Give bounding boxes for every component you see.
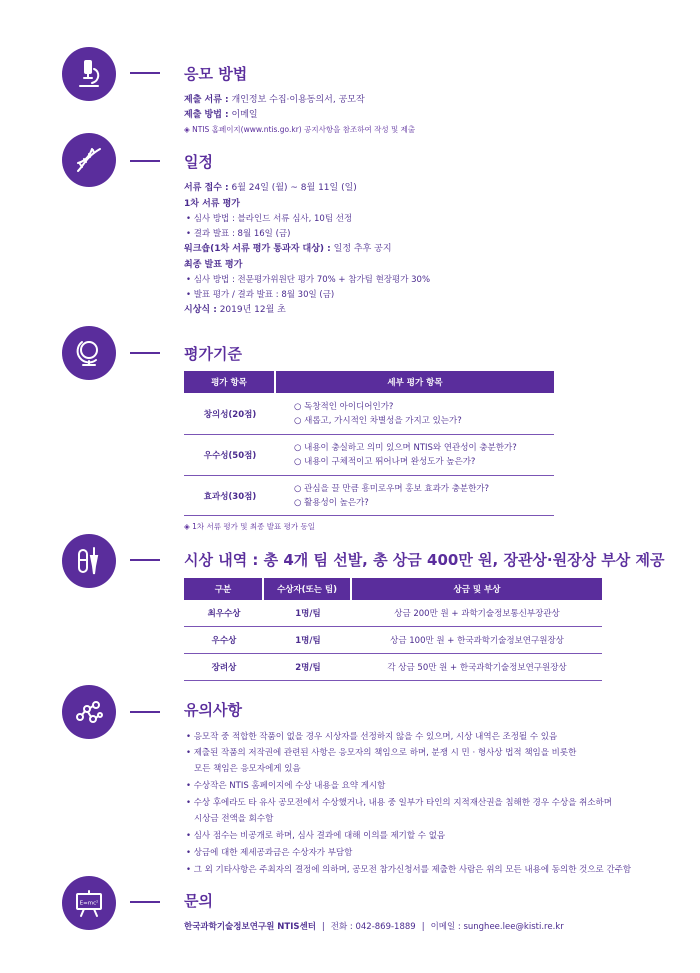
molecule-icon	[62, 685, 116, 739]
table-header: 수상자(또는 팀)	[264, 578, 352, 600]
method-line: 제출 방법 : 이메일	[184, 110, 258, 120]
criteria-table	[184, 371, 554, 516]
final-item: • 심사 방법 : 전문평가위원단 평가 70% + 참가팀 현장평가 30%	[184, 273, 624, 288]
divider-dash	[130, 160, 160, 162]
award-cell: 최우수상	[184, 600, 264, 627]
ceremony-line: 시상식 : 2019년 12월 초	[184, 305, 286, 315]
round1-item: • 결과 발표 : 8월 16일 (금)	[184, 227, 624, 242]
detail-cell: ○ 관심을 끌 만큼 흥미로우며 홍보 효과가 충분한가? ○ 활용성이 높은가?	[276, 476, 554, 516]
table-row	[184, 393, 554, 435]
receipt-line: 서류 접수 : 6월 24일 (월) ~ 8월 11일 (일)	[184, 183, 357, 193]
prize-cell: 각 상금 50만 원 + 한국과학기술정보연구원장상	[352, 654, 602, 681]
round1-title: 1차 서류 평가	[184, 199, 240, 209]
note: ◈ NTIS 홈페이지(www.ntis.go.kr) 공지사항을 참조하여 작성 및 제출	[184, 125, 416, 134]
divider-dash	[130, 711, 160, 713]
workshop-line: 워크숍(1차 서류 평가 통과자 대상) : 일정 추후 공지	[184, 244, 392, 254]
award-cell: 우수상	[184, 627, 264, 654]
prize-cell: 상금 200만 원 + 과학기술정보통신부장관상	[352, 600, 602, 627]
microscope-icon	[62, 47, 116, 101]
blackboard-icon	[62, 876, 116, 930]
contact-line: 한국과학기술정보연구원 NTIS센터 | 전화 : 042-869-1889 | 이메일 : sunghee.lee@kisti.re.kr	[184, 922, 564, 932]
section-title: 시상 내역 : 총 4개 팀 선발, 총 상금 400만 원, 장관상·원장상 부상 제공	[184, 551, 665, 569]
count-cell: 1명/팀	[264, 600, 352, 627]
divider-dash	[130, 72, 160, 74]
section-title: 응모 방법	[184, 65, 248, 83]
docs-line: 제출 서류 : 개인정보 수집·이용동의서, 공모작	[184, 95, 365, 105]
table-row	[184, 600, 602, 627]
category-cell: 우수성(50점)	[184, 435, 276, 476]
board-text: E=mc²	[79, 900, 99, 907]
test-tube-icon	[62, 534, 116, 588]
divider-dash	[130, 559, 160, 561]
note: ◈ 1차 서류 평가 및 최종 발표 평가 동일	[184, 522, 316, 531]
awards-table	[184, 578, 602, 681]
table-header: 상금 및 부상	[352, 578, 602, 600]
notice-item: • 수상작은 NTIS 홈페이지에 수상 내용을 요약 게시함	[184, 778, 654, 795]
award-cell: 장려상	[184, 654, 264, 681]
table-row	[184, 435, 554, 476]
dna-icon	[62, 133, 116, 187]
divider-dash	[130, 901, 160, 903]
table-row	[184, 476, 554, 516]
notice-item-continued: 시상금 전액을 회수함	[194, 814, 274, 824]
section-title: 평가기준	[184, 345, 242, 363]
category-cell: 창의성(20점)	[184, 393, 276, 435]
contact-org: 한국과학기술정보연구원 NTIS센터	[184, 922, 316, 932]
detail-cell: ○ 내용이 충실하고 의미 있으며 NTIS와 연관성이 충분한가? ○ 내용이 구체적이고 뛰어나며 완성도가 높은가?	[276, 435, 554, 476]
table-row	[184, 627, 602, 654]
count-cell: 2명/팀	[264, 654, 352, 681]
detail-cell: ○ 독창적인 아이디어인가? ○ 새롭고, 가시적인 차별성을 가지고 있는가?	[276, 393, 554, 435]
globe-icon	[62, 326, 116, 380]
prize-cell: 상금 100만 원 + 한국과학기술정보연구원장상	[352, 627, 602, 654]
section-title: 일정	[184, 153, 213, 171]
round1-item: • 심사 방법 : 블라인드 서류 심사, 10팀 선정	[184, 212, 624, 227]
section-title: 유의사항	[184, 701, 242, 719]
notice-item: • 상금에 대한 제세공과금은 수상자가 부담함	[184, 845, 654, 862]
section-title: 문의	[184, 892, 213, 910]
notice-item: • 수상 후에라도 타 유사 공모전에서 수상했거나, 내용 중 일부가 타인의 지적재산권을 침해한 경우 수상을 취소하며	[184, 795, 654, 811]
notice-item: • 그 외 기타사항은 주최자의 결정에 의하며, 공모전 참가신청서를 제출한 사람은 위의 모든 내용에 동의한 것으로 간주함	[184, 862, 654, 879]
category-cell: 효과성(30점)	[184, 476, 276, 516]
notice-item-continued: 모든 책임은 응모자에게 있음	[194, 764, 301, 774]
final-title: 최종 발표 평가	[184, 260, 243, 270]
table-header: 평가 항목	[184, 371, 276, 393]
contact-email[interactable]: 이메일 : sunghee.lee@kisti.re.kr	[430, 922, 564, 932]
table-row	[184, 654, 602, 681]
table-header: 세부 평가 항목	[276, 371, 554, 393]
count-cell: 1명/팀	[264, 627, 352, 654]
notice-item: • 응모작 중 적합한 작품이 없을 경우 시상자를 선정하지 않을 수 있으며, 시상 내역은 조정될 수 있음	[184, 729, 654, 745]
final-item: • 발표 평가 / 결과 발표 : 8월 30일 (금)	[184, 288, 624, 303]
table-header: 구분	[184, 578, 264, 600]
divider-dash	[130, 352, 160, 354]
notice-item: • 심사 점수는 비공개로 하며, 심사 결과에 대해 이의를 제기할 수 없음	[184, 828, 654, 845]
notice-item: • 제출된 작품의 저작권에 관련된 사항은 응모자의 책임으로 하며, 분쟁 시 민 · 형사상 법적 책임을 비롯한	[184, 745, 654, 761]
contact-phone: 전화 : 042-869-1889	[330, 922, 416, 932]
